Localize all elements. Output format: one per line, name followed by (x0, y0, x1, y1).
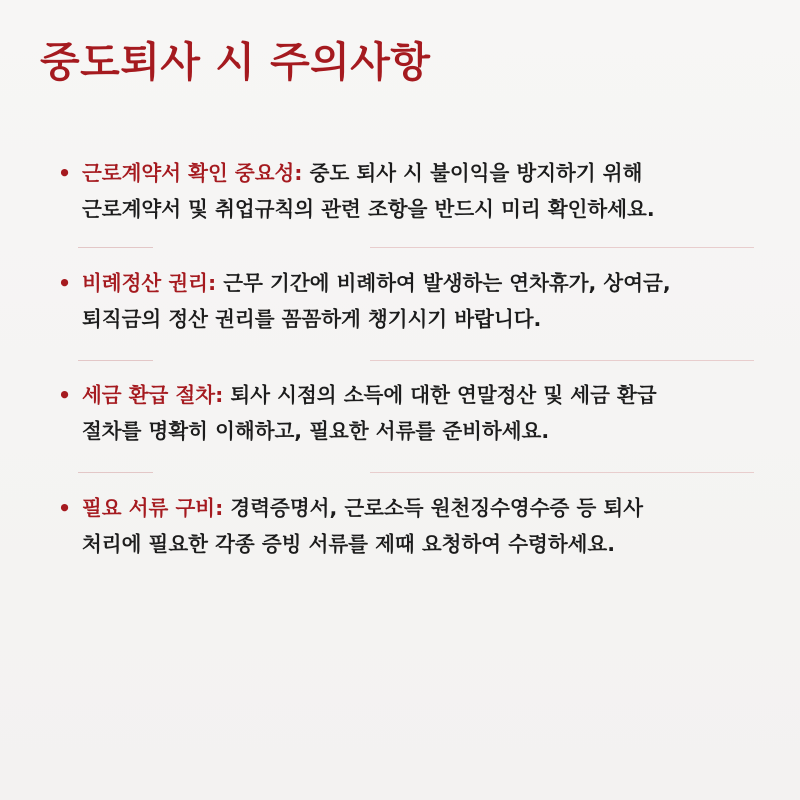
divider-segment (78, 360, 153, 361)
item-line-1 (58, 377, 770, 413)
bullet-marker: • (58, 161, 72, 185)
item-text: 경력증명서, 근로소득 원천징수영수증 등 퇴사 (223, 496, 644, 520)
item-text: 퇴사 시점의 소득에 대한 연말정산 및 세금 환급 (223, 383, 657, 407)
bullet-marker: • (58, 271, 72, 295)
list-item-contract-check (58, 155, 770, 227)
list-item-required-documents (58, 490, 770, 562)
divider-segment (370, 472, 754, 473)
item-line-1 (58, 490, 770, 526)
item-text: 중도 퇴사 시 불이익을 방지하기 위해 (302, 161, 643, 185)
item-line-2: 처리에 필요한 각종 증빙 서류를 제때 요청하여 수령하세요. (82, 532, 616, 556)
section-divider (78, 247, 754, 248)
page-title: 중도퇴사 시 주의사항 (40, 38, 431, 86)
divider-segment (370, 360, 754, 361)
list-item-proportional-settlement (58, 265, 770, 337)
item-line-1 (58, 265, 770, 301)
item-heading: 세금 환급 절차: (82, 383, 224, 407)
divider-segment (78, 472, 153, 473)
item-heading: 비례정산 권리: (82, 271, 217, 295)
section-divider (78, 360, 754, 361)
divider-segment (370, 247, 754, 248)
list-item-tax-refund (58, 377, 770, 449)
item-line-2: 근로계약서 및 취업규칙의 관련 조항을 반드시 미리 확인하세요. (82, 197, 655, 221)
item-heading: 근로계약서 확인 중요성: (82, 161, 303, 185)
section-divider (78, 472, 754, 473)
item-line-1 (58, 155, 770, 191)
bullet-marker: • (58, 496, 72, 520)
item-line-2: 퇴직금의 정산 권리를 꼼꼼하게 챙기시기 바랍니다. (82, 307, 542, 331)
item-heading: 필요 서류 구비: (82, 496, 224, 520)
divider-segment (78, 247, 153, 248)
bullet-marker: • (58, 383, 72, 407)
item-line-2: 절차를 명확히 이해하고, 필요한 서류를 준비하세요. (82, 419, 550, 443)
item-text: 근무 기간에 비례하여 발생하는 연차휴가, 상여금, (216, 271, 671, 295)
